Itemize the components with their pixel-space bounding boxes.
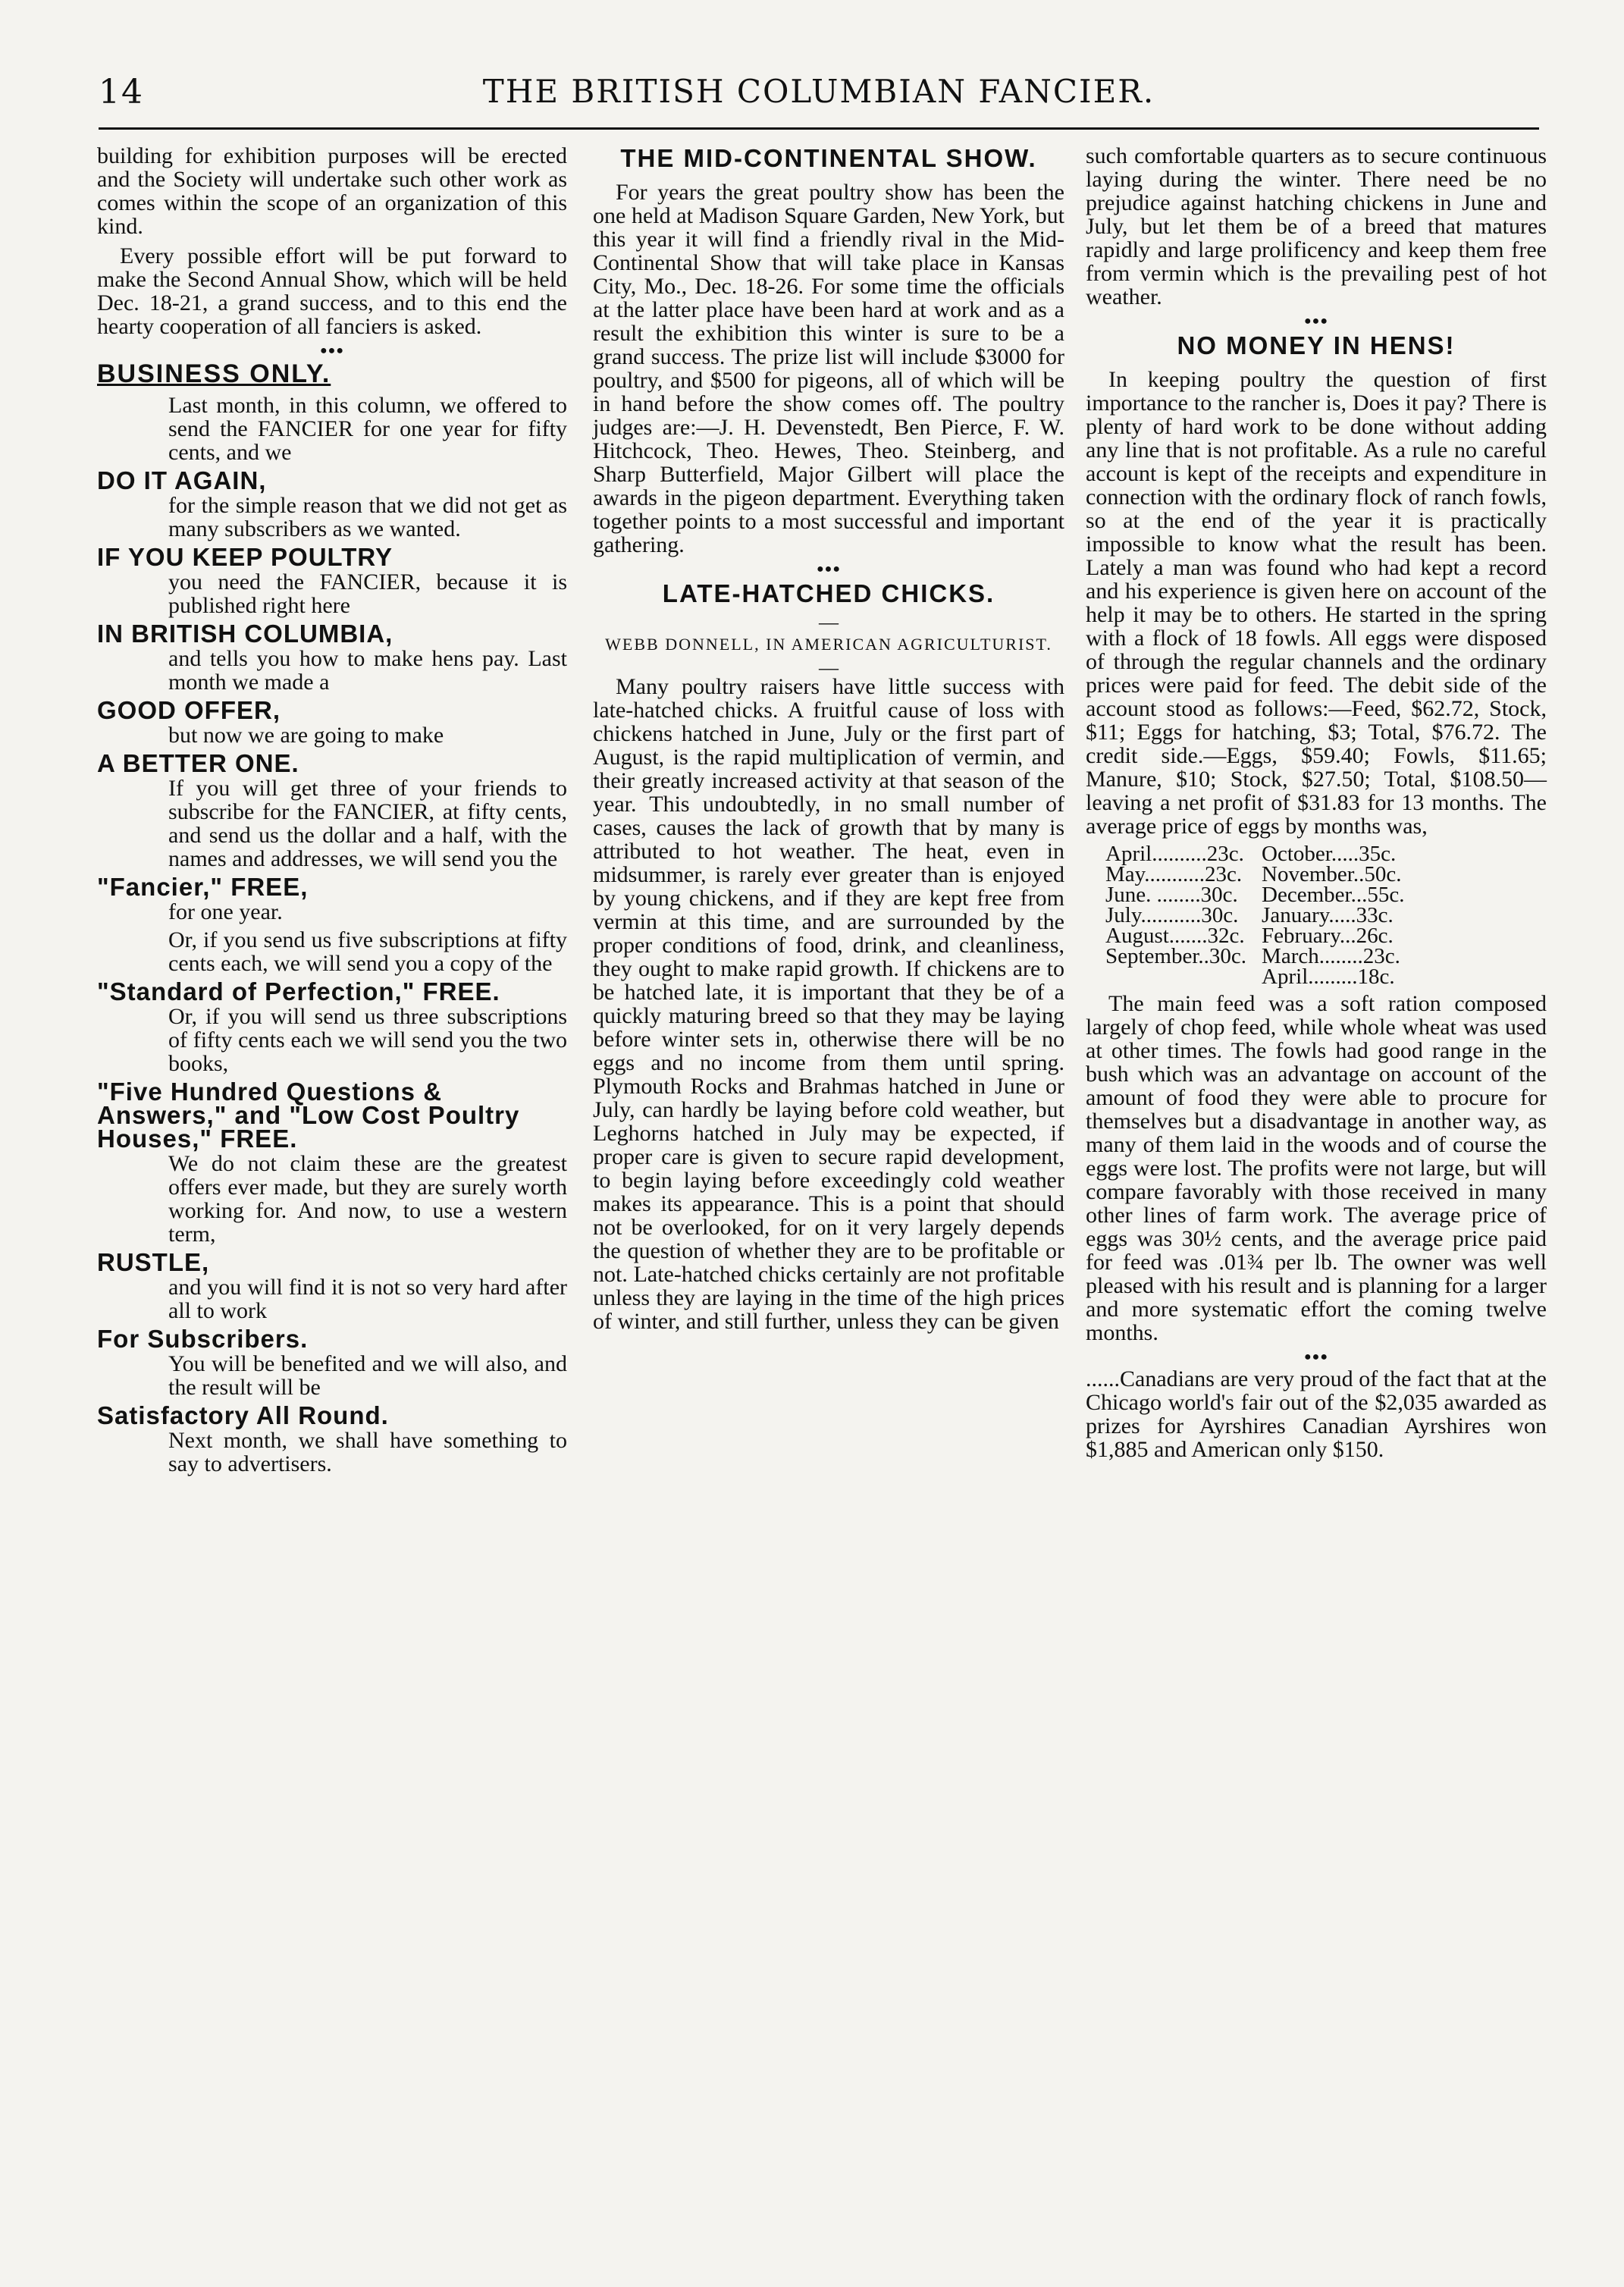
- page-number: 14: [99, 73, 144, 111]
- column-left: [97, 144, 567, 1480]
- table-cell: December...55c.: [1262, 883, 1405, 907]
- table-row: [1105, 967, 1419, 987]
- promo-text: You will be benefited and we will also, and the result will be: [168, 1351, 567, 1400]
- table-cell: April..........23c.: [1105, 842, 1244, 866]
- table-cell: November..50c.: [1262, 862, 1402, 886]
- table-cell: April.........18c.: [1262, 965, 1395, 989]
- promo-text: for the simple reason that we did not get as many subscribers as we wanted.: [168, 493, 567, 541]
- table-row: [1105, 844, 1419, 864]
- paragraph: building for exhibition purposes will be erected and the Society will undertake such other work as comes within the scope of an organization of this kind.: [97, 143, 567, 239]
- table-cell: January.....33c.: [1262, 903, 1394, 927]
- journal-title: THE BRITISH COLUMBIAN FANCIER.: [482, 73, 1155, 110]
- promo-text: Next month, we shall have something to say to advertisers.: [168, 1428, 567, 1476]
- promo-heading: IN BRITISH COLUMBIA,: [97, 620, 393, 648]
- table-cell: February...26c.: [1262, 924, 1394, 948]
- page-header: [99, 73, 1539, 121]
- divider-dash: —: [819, 611, 839, 633]
- promo-text: but now we are going to make: [168, 723, 444, 748]
- byline: WEBB DONNELL, IN AMERICAN AGRICULTURIST.: [605, 635, 1052, 654]
- paragraph: For years the great poultry show has been the one held at Madison Square Garden, New York, but this year it will find a friendly rival in the Mid-Continental Show that will take place in Kansas City, Mo., Dec. 18-26. For some time the officials at the latter place have been hard at work and as a result the exhibition this winter is sure to be a grand success. The prize list will include $3000 for poultry, and $500 for pigeons, all of which will be in hand before the show comes off. The poultry judges are:—J. H. Devenstedt, Ben Pierce, F. W. Hitchcock, Theo. Hewes, Theo. Steinberg, and Sharp Butterfield, Major Gilbert will place the awards in the pigeon department. Everything taken together points to a most successful and important gathering.: [593, 180, 1064, 557]
- table-row: [1105, 885, 1419, 905]
- promo-heading: "Five Hundred Questions & Answers," and "Low Cost Poultry Houses," FREE.: [97, 1078, 520, 1153]
- promo-text: and you will find it is not so very hard after all to work: [168, 1275, 567, 1323]
- promo-text: Or, if you will send us three subscriptions of fifty cents each we will send you the two books,: [168, 1004, 567, 1076]
- table-cell: July...........30c.: [1105, 903, 1239, 927]
- table-cell: September..30c.: [1105, 944, 1247, 968]
- paragraph: Every possible effort will be put forward to make the Second Annual Show, which will be held Dec. 18-21, a grand success, and to this end the hearty cooperation of all fanciers is asked.: [97, 243, 567, 339]
- paragraph: ......Canadians are very proud of the fact that at the Chicago world's fair out of the $2,035 awarded as prizes for Ayrshires Canadian Ayrshires won $1,885 and American only $150.: [1086, 1366, 1547, 1462]
- table-cell: June. ........30c.: [1105, 883, 1238, 907]
- promo-heading: A BETTER ONE.: [97, 749, 299, 777]
- promo-heading: RUSTLE,: [97, 1248, 210, 1276]
- egg-price-table: [1105, 844, 1419, 987]
- article-heading: LATE-HATCHED CHICKS.: [662, 579, 995, 607]
- paragraph: The main feed was a soft ration composed largely of chop feed, while whole wheat was used at other times. The fowls had good range in the bush which was an advantage on account of the amount of food they were able to procure for themselves but a disadvantage in another way, as many of them laid in the woods and of course the eggs were lost. The profits were not large, but will compare favorably with those received in many other lines of farm work. The average price of eggs was 30½ cents, and the average price paid for feed was .01¾ per lb. The owner was well pleased with his result and is planning for a larger and more systematic effort the coming twelve months.: [1086, 991, 1547, 1345]
- ornament-dots: ●●●: [817, 563, 841, 576]
- promo-heading: For Subscribers.: [97, 1325, 309, 1353]
- promo-text: you need the FANCIER, because it is published right here: [168, 569, 567, 618]
- table-row: [1105, 905, 1419, 926]
- promo-heading: Satisfactory All Round.: [97, 1401, 389, 1429]
- paragraph: such comfortable quarters as to secure continuous laying during the winter. There need be no prejudice against hatching chickens in June and July, but let them be of a breed that matures rapidly and large prolificency and keep them free from vermin which is the prevailing pest of hot weather.: [1086, 143, 1547, 309]
- table-cell: August.......32c.: [1105, 924, 1245, 948]
- business-only-heading: BUSINESS ONLY.: [97, 359, 331, 388]
- promo-text: for one year.: [168, 899, 283, 924]
- table-cell: October.....35c.: [1262, 842, 1397, 866]
- promo-heading: DO IT AGAIN,: [97, 466, 267, 494]
- ornament-dots: ●●●: [320, 344, 344, 357]
- promo-heading: "Standard of Perfection," FREE.: [97, 977, 500, 1005]
- promo-heading: IF YOU KEEP POULTRY: [97, 543, 393, 571]
- divider-dash: —: [819, 657, 839, 679]
- column-right: [1086, 144, 1547, 1467]
- table-row: [1105, 926, 1419, 946]
- table-cell: May...........23c.: [1105, 862, 1243, 886]
- promo-text: and tells you how to make hens pay. Last month we made a: [168, 646, 567, 695]
- table-cell: March........23c.: [1262, 944, 1400, 968]
- promo-text: Or, if you send us five subscriptions at fifty cents each, we will send you a copy of the: [168, 927, 567, 976]
- ornament-dots: ●●●: [1304, 315, 1328, 328]
- paragraph: In keeping poultry the question of first importance to the rancher is, Does it pay? There is plenty of hard work to be done without adding any line that is not profitable. As a rule no careful account is kept of the receipts and expenditure in connection with the ordinary flock of ranch fowls, so at the end of the year it is practically impossible to know what the result has been. Lately a man was found who had kept a record and his experience is given here on account of the help it may be to others. He started in the spring with a flock of 18 fowls. All eggs were disposed of through the regular channels and the ordinary prices were paid for feed. The debit side of the account stood as follows:—Feed, $62.72, Stock, $11; Eggs for hatching, $3; Total, $76.72. The credit side.—Eggs, $59.40; Fowls, $11.65; Manure, $10; Stock, $27.50; Total, $108.50—leaving a net profit of $31.83 for 13 months. The average price of eggs by months was,: [1086, 367, 1547, 839]
- promo-heading: GOOD OFFER,: [97, 696, 281, 724]
- promo-text: If you will get three of your friends to subscribe for the FANCIER, at fifty cents, and send us the dollar and a half, with the names and addresses, we will send you the: [168, 776, 567, 871]
- promo-heading: "Fancier," FREE,: [97, 873, 309, 901]
- table-row: [1105, 946, 1419, 967]
- column-middle: [593, 144, 1064, 1339]
- header-rule: [99, 127, 1539, 130]
- ornament-dots: ●●●: [1304, 1351, 1328, 1363]
- table-row: [1105, 864, 1419, 885]
- promo-text: We do not claim these are the greatest offers ever made, but they are surely worth working for. And now, to use a western term,: [168, 1151, 567, 1247]
- paragraph: Many poultry raisers have little success with late-hatched chicks. A fruitful cause of loss with chickens hatched in June, July or the first part of August, is the rapid multiplication of vermin, and their greatly increased activity at that season of the year. This undoubtedly, in no small number of cases, causes the lack of growth that by many is attributed to hot weather. The heat, even in midsummer, is rarely ever greater than is enjoyed by young chickens, and if they are kept free from vermin at this time, and are surrounded by the proper conditions of food, drink, and cleanliness, they ought to make rapid growth. If chickens are to be hatched late, it is important that they be of a quickly maturing breed so that they may be laying before winter sets in, otherwise there will be no eggs and no income from them until spring. Plymouth Rocks and Brahmas hatched in June or July, can hardly be laying before cold weather, but Leghorns hatched in July may be expected, if proper care is given to secure rapid development, to begin laying before exceedingly cold weather makes its appearance. This is a point that should not be overlooked, for on it very largely depends the question of whether they are to be profitable or not. Late-hatched chicks certainly are not profitable unless they are laying in the time of the high prices of winter, and still further, unless they can be given: [593, 674, 1064, 1334]
- paragraph: Last month, in this column, we offered to send the FANCIER for one year for fifty cents, and we: [168, 393, 567, 465]
- article-heading: THE MID-CONTINENTAL SHOW.: [620, 144, 1037, 172]
- article-heading: NO MONEY IN HENS!: [1177, 331, 1456, 359]
- table-cell: [1105, 967, 1262, 987]
